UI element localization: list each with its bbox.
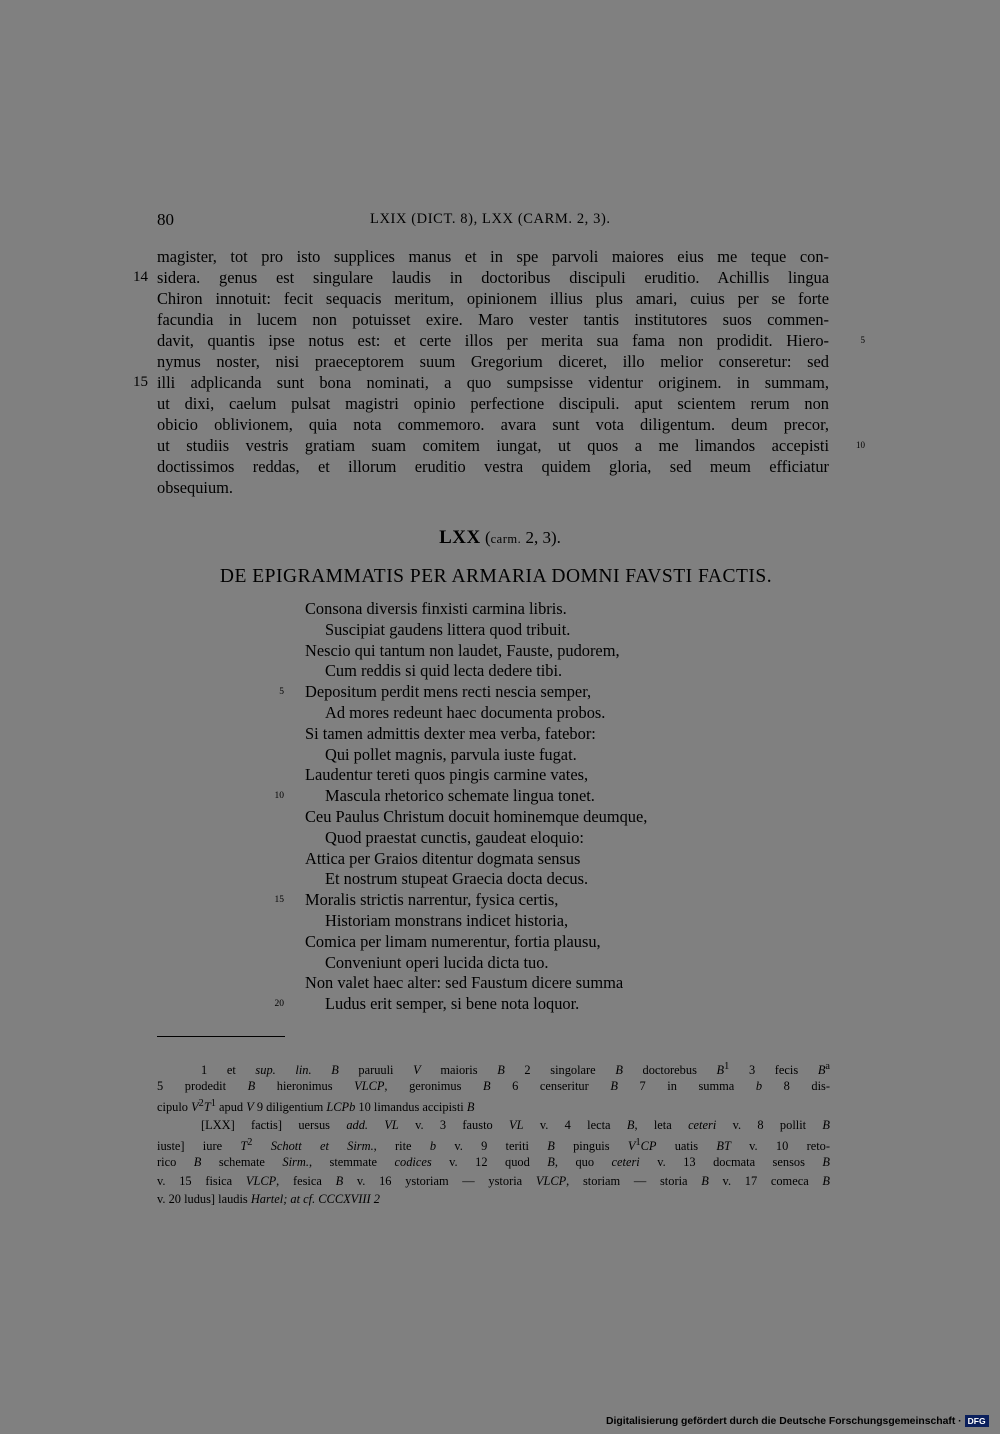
verse-number: 20 xyxy=(274,999,284,1010)
source-line-number: 14 xyxy=(133,269,148,285)
verse-text: Et nostrum stupeat Graecia docta decus. xyxy=(325,869,589,889)
verse-line xyxy=(274,890,647,911)
verse-text: Consona diversis finxisti carmina libris. xyxy=(305,599,567,618)
prose-line-text: obicio oblivionem, quia nota commemoro. avara sunt vota diligentum. deum precor, xyxy=(157,415,829,434)
verse-text: Qui pollet magnis, parvula iuste fugat. xyxy=(325,744,577,764)
prose-line-text: sidera. genus est singulare laudis in doctoribus discipuli eruditio. Achillis lingua xyxy=(157,268,829,287)
verse-text: Depositum perdit mens recti nescia semper, xyxy=(305,682,592,702)
prose-line xyxy=(157,246,829,267)
prose-line-text: ut studiis vestris gratiam suam comitem iungat, ut quos a me limandos accepisti xyxy=(157,436,829,455)
note-line: iuste] iure $T^2$ Schott et Sirm., rite b v. 9 teriti B pinguis $V^1CP$ uatis BT v. 10 reto- xyxy=(157,1137,830,1154)
prose-line xyxy=(157,477,829,498)
prose-line-text: Chiron innotuit: fecit sequacis meritum, opinionem illius plus amari, cuius per se forte xyxy=(157,289,829,308)
prose-line xyxy=(157,309,829,330)
verse-line xyxy=(305,703,647,724)
verse-line xyxy=(305,599,647,620)
verse-text: Laudentur tereti quos pingis carmine vates, xyxy=(305,765,589,785)
verse-text: Ceu Paulus Christum docuit hominemque deumque, xyxy=(305,806,648,826)
poem-block xyxy=(274,599,648,1015)
note-line: [LXX] factis] uersus add. VL v. 3 fausto VL v. 4 lecta B, leta ceteri v. 8 pollit B xyxy=(201,1117,830,1132)
note-line: v. 15 fisica VLCP, fesica B v. 16 ystoriam — ystoria VLCP, storiam — storia B v. 17 comeca B xyxy=(157,1173,830,1188)
running-head: LXIX (DICT. 8), LXX (CARM. 2, 3). xyxy=(370,211,611,227)
verse-text: Quod praestat cunctis, gaudeat eloquio: xyxy=(325,827,584,847)
verse-text: Si tamen admittis dexter mea verba, fatebor: xyxy=(305,723,596,743)
verse-text: Attica per Graios ditentur dogmata sensus xyxy=(305,848,581,868)
verse-text: Mascula rhetorico schemate lingua tonet. xyxy=(325,786,595,806)
verse-text: Non valet haec alter: sed Faustum dicere summa xyxy=(305,973,624,993)
prose-block xyxy=(133,246,865,498)
section-heading xyxy=(0,527,1000,549)
dfg-logo-icon: DFG xyxy=(965,1415,989,1427)
verse-line xyxy=(274,994,647,1015)
prose-line-text: nymus noster, nisi praeceptorem suum Gregorium diceret, illo melior conseretur: sed xyxy=(157,352,829,371)
prose-line-text: magister, tot pro isto supplices manus et in spe parvoli maiores eius me teque con- xyxy=(157,247,829,266)
prose-line xyxy=(157,456,829,477)
prose-line-text: facundia in lucem non potuisset exire. Maro vester tantis institutores suos commen- xyxy=(157,310,829,329)
verse-line xyxy=(305,620,647,641)
verse-line xyxy=(305,849,647,870)
verse-line xyxy=(274,786,647,807)
verse-line xyxy=(305,911,647,932)
verse-line xyxy=(305,765,647,786)
verse-line xyxy=(305,661,647,682)
verse-line xyxy=(305,932,647,953)
verse-text: Cum reddis si quid lecta dedere tibi. xyxy=(325,661,563,681)
dfg-credit-text: Digitalisierung gefördert durch die Deutsche Forschungsgemeinschaft · xyxy=(606,1415,962,1427)
prose-line xyxy=(157,288,829,309)
verse-text: Historiam monstrans indicet historia, xyxy=(325,910,569,930)
note-line: rico B schemate Sirm., stemmate codices v. 12 quod B, quo ceteri v. 13 docmata sensos B xyxy=(157,1154,830,1169)
verse-line xyxy=(305,807,647,828)
margin-line-number: 10 xyxy=(856,440,865,450)
verse-text: Nescio qui tantum non laudet, Fauste, pudorem, xyxy=(305,640,620,660)
prose-line xyxy=(133,267,829,288)
verse-line xyxy=(305,745,647,766)
prose-line xyxy=(133,372,829,393)
footnotes xyxy=(157,1058,830,1209)
verse-text: Suscipiat gaudens littera quod tribuit. xyxy=(325,619,571,639)
prose-line-text: ut dixi, caelum pulsat magistri opinio perfectione discipuli. aput scientem rerum non xyxy=(157,394,829,413)
prose-line-text: illi adplicanda sunt bona nominati, a quo sumpsisse videntur originem. in summam, xyxy=(157,373,829,392)
verse-line xyxy=(305,973,647,994)
verse-line xyxy=(305,869,647,890)
verse-number: 15 xyxy=(274,895,284,906)
section-number: LXX xyxy=(439,527,481,548)
margin-line-number: 5 xyxy=(860,335,865,345)
prose-line xyxy=(157,435,865,456)
verse-line xyxy=(279,682,647,703)
verse-text: Ludus erit semper, si bene nota loquor. xyxy=(325,994,580,1014)
prose-line xyxy=(157,351,829,372)
prose-line xyxy=(157,330,865,351)
footnote-rule xyxy=(157,1036,285,1037)
verse-number: 5 xyxy=(279,687,284,698)
note-line: v. 20 ludus] laudis Hartel; at cf. CCCXVIII 2 xyxy=(157,1192,380,1207)
page-number: 80 xyxy=(157,210,174,229)
verse-line xyxy=(305,641,647,662)
prose-line-text: obsequium. xyxy=(157,478,234,497)
verse-text: Comica per limam numerentur, fortia plausu, xyxy=(305,931,601,951)
note-line: cipulo $V^2T^1$ apud V 9 diligentium LCPb 10 limandus accipisti B xyxy=(157,1098,475,1115)
verse-text: Ad mores redeunt haec documenta probos. xyxy=(325,702,606,722)
section-carm-label: carm. xyxy=(490,532,522,546)
verse-number: 10 xyxy=(274,791,284,802)
note-line: 1 et sup. lin. B paruuli V maioris B 2 singolare B doctorebus $B^1$ 3 fecis $B^a$ xyxy=(201,1061,830,1078)
verse-text: Conveniunt operi lucida dicta tuo. xyxy=(325,952,549,972)
prose-line xyxy=(157,414,829,435)
prose-line xyxy=(157,393,829,414)
verse-text: Moralis strictis narrentur, fysica certis, xyxy=(305,890,559,910)
note-line: 5 prodedit B hieronimus VLCP, geronimus B 6 censeritur B 7 in summa b 8 dis- xyxy=(157,1078,830,1093)
section-title: DE EPIGRAMMATIS PER ARMARIA DOMNI FAVSTI FACTIS. xyxy=(219,566,773,587)
prose-line-text: davit, quantis ipse notus est: et certe illos per merita sua fama non prodidit. Hiero- xyxy=(157,331,829,350)
source-line-number: 15 xyxy=(133,374,148,390)
verse-line xyxy=(305,724,647,745)
section-open-paren: ( xyxy=(480,528,491,547)
verse-line xyxy=(305,828,647,849)
section-carm-ref: 2, 3). xyxy=(521,528,561,547)
prose-line-text: doctissimos reddas, et illorum eruditio vestra quidem gloria, sed meum efficiatur xyxy=(157,457,829,476)
dfg-credit xyxy=(606,1415,989,1427)
verse-line xyxy=(305,953,647,974)
